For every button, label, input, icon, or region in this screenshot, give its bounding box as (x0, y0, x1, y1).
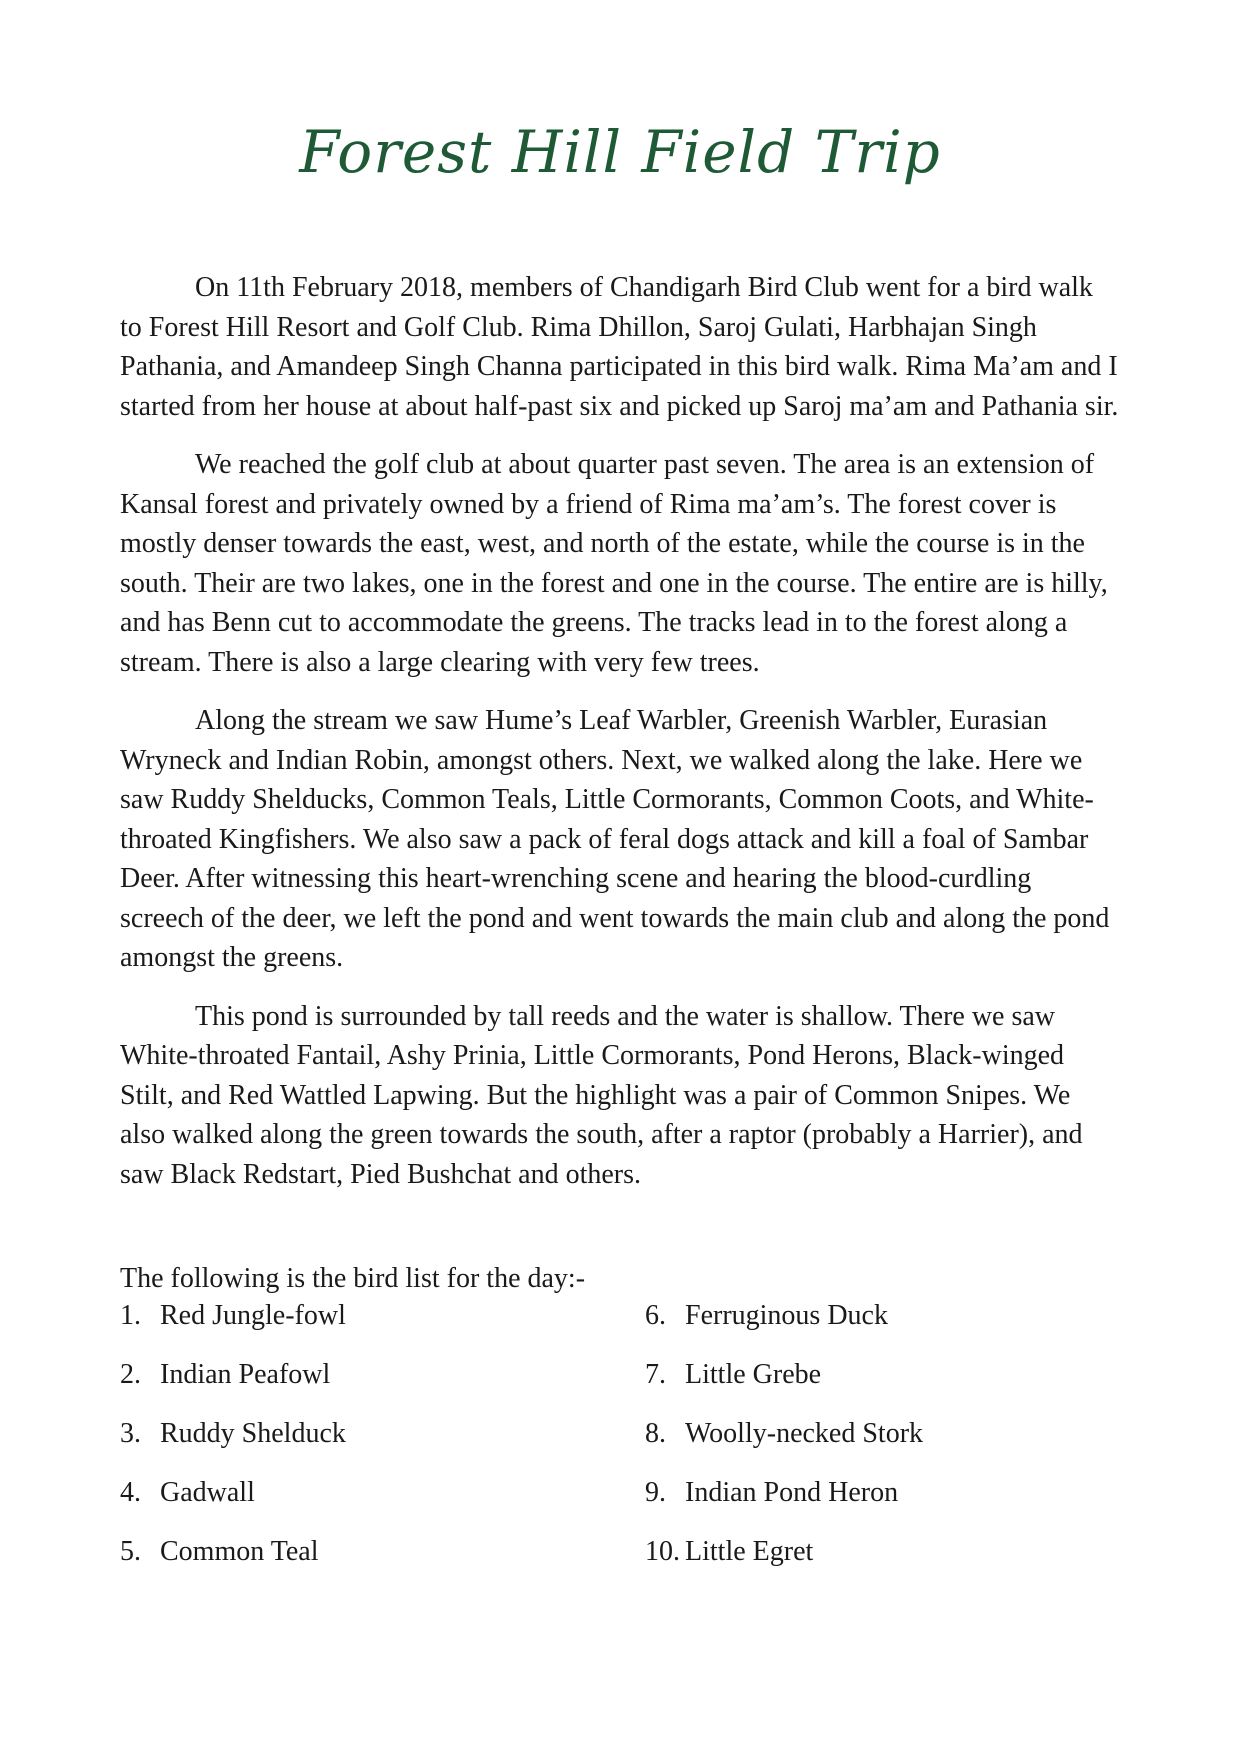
list-number: 5. (120, 1536, 141, 1567)
bird-name: Indian Peafowl (160, 1359, 331, 1390)
list-item (120, 1418, 346, 1477)
list-number: 3. (120, 1418, 141, 1449)
bird-list-column-left (120, 1300, 346, 1595)
list-number: 7. (645, 1359, 666, 1390)
bird-name: Gadwall (160, 1477, 255, 1508)
list-item (645, 1418, 923, 1477)
list-item (120, 1300, 346, 1359)
bird-list-column-right (645, 1300, 923, 1595)
list-number: 8. (645, 1418, 666, 1449)
paragraph-1: On 11th February 2018, members of Chandigarh Bird Club went for a bird walk to Forest Hill Resort and Golf Club. Rima Dhillon, Saroj Gulati, Harbhajan Singh Pathania, and Amandeep Singh Channa participated in this bird walk. Rima Ma’am and I started from her house at about half-past six and picked up Saroj ma’am and Pathania sir. (120, 272, 1119, 422)
list-item (120, 1477, 346, 1536)
list-item (645, 1300, 923, 1359)
list-number: 10. (645, 1536, 680, 1567)
bird-name: Common Teal (160, 1536, 319, 1567)
bird-name: Ferruginous Duck (685, 1300, 888, 1331)
list-number: 4. (120, 1477, 141, 1508)
list-item (645, 1536, 923, 1595)
bird-name: Red Jungle-fowl (160, 1300, 346, 1331)
paragraph-3: Along the stream we saw Hume’s Leaf Warbler, Greenish Warbler, Eurasian Wryneck and Indian Robin, amongst others. Next, we walked along the lake. Here we saw Ruddy Shelducks, Common Teals, Little Cormorants, Common Coots, and White-throated Kingfishers. We also saw a pack of feral dogs attack and kill a foal of Sambar Deer. After witnessing this heart-wrenching scene and hearing the blood-curdling screech of the deer, we left the pond and went towards the main club and along the pond amongst the greens. (120, 705, 1110, 973)
article-body (120, 268, 1120, 1213)
bird-list-intro: The following is the bird list for the day:- (120, 1263, 586, 1294)
bird-name: Ruddy Shelduck (160, 1418, 346, 1449)
paragraph-4: This pond is surrounded by tall reeds and the water is shallow. There we saw White-throated Fantail, Ashy Prinia, Little Cormorants, Pond Herons, Black-winged Stilt, and Red Wattled Lapwing. But the highlight was a pair of Common Snipes. We also walked along the green towards the south, after a raptor (probably a Harrier), and saw Black Redstart, Pied Bushchat and others. (120, 1000, 1083, 1190)
bird-name: Little Egret (685, 1536, 814, 1567)
bird-name: Little Grebe (685, 1359, 822, 1390)
list-number: 2. (120, 1359, 141, 1390)
bird-name: Woolly-necked Stork (685, 1418, 924, 1449)
list-item (120, 1359, 346, 1418)
paragraph-2: We reached the golf club at about quarter past seven. The area is an extension of Kansal forest and privately owned by a friend of Rima ma’am’s. The forest cover is mostly denser towards the east, west, and north of the estate, while the course is in the south. Their are two lakes, one in the forest and one in the course. The entire are is hilly, and has Benn cut to accommodate the greens. The tracks lead in to the forest along a stream. There is also a large clearing with very few trees. (120, 449, 1108, 678)
list-item (120, 1536, 346, 1595)
bird-name: Indian Pond Heron (685, 1477, 899, 1508)
page-title: Forest Hill Field Trip (299, 118, 941, 186)
list-number: 6. (645, 1300, 666, 1331)
list-number: 1. (120, 1300, 141, 1331)
list-item (645, 1359, 923, 1418)
list-item (645, 1477, 923, 1536)
list-number: 9. (645, 1477, 666, 1508)
